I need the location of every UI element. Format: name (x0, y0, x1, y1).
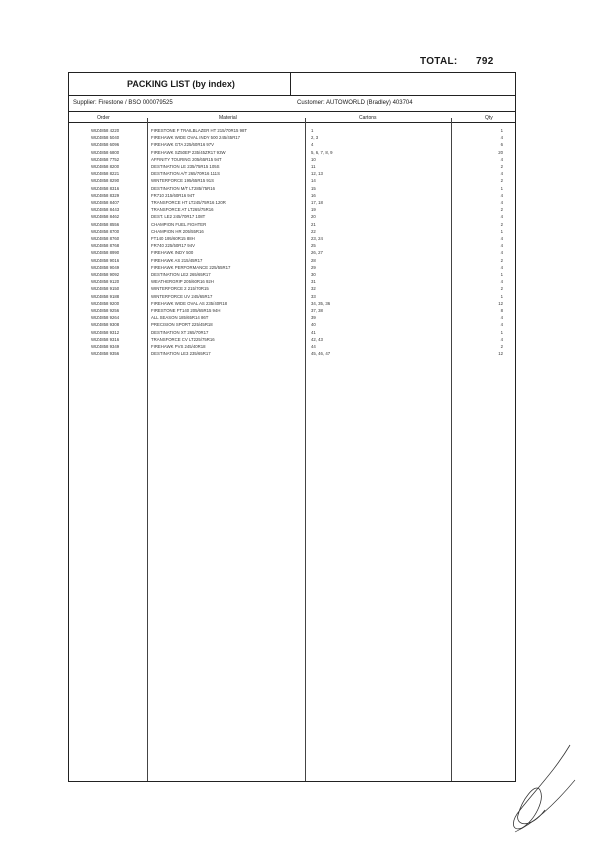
material-cell: FT140 195/60R15 88H (151, 236, 195, 241)
table-row (69, 228, 515, 235)
table-row (69, 278, 515, 285)
order-cell: WIZ4858 9200 (91, 300, 120, 306)
qty-cell: 12 (498, 300, 503, 306)
material-cell: DESTINATION XT 265/70R17 (151, 329, 209, 335)
qty-cell: 8 (500, 308, 503, 313)
total-summary (420, 56, 494, 67)
table-row (69, 170, 515, 177)
table-row (69, 321, 515, 328)
table-row (69, 257, 515, 264)
table-row (69, 293, 515, 300)
qty-cell: 4 (500, 200, 503, 205)
material-cell: FIREHAWK PVS 245/40R18 (151, 344, 206, 349)
material-cell: WINTERFORCE 2 215/70R15 (151, 286, 209, 292)
order-cell: WIZ4858 9316 (91, 336, 120, 342)
qty-cell: 4 (500, 156, 503, 162)
qty-cell: 12 (498, 351, 503, 357)
qty-cell: 4 (500, 135, 503, 141)
order-cell: WIZ4858 8760 (91, 236, 120, 241)
cartons-cell: 31 (311, 279, 316, 285)
order-cell: WIZ4858 8768 (91, 243, 120, 249)
qty-cell: 4 (500, 192, 503, 198)
order-cell: WIZ4858 9016 (91, 257, 120, 263)
qty-cell: 2 (500, 178, 503, 184)
total-label: TOTAL: (420, 56, 458, 67)
qty-cell: 2 (500, 207, 503, 213)
cartons-cell: 28 (311, 257, 316, 263)
material-cell: WEATHERGRIP 205/60R16 92H (151, 279, 214, 285)
table-row (69, 329, 515, 336)
cartons-cell: 26, 27 (311, 250, 323, 256)
cartons-cell: 37, 38 (311, 308, 323, 313)
material-cell: TRANSFORCE AT LT265/75R16 (151, 207, 214, 213)
material-cell: FIRESTONE FT140 205/65R15 94H (151, 308, 221, 313)
material-cell: WINTERFORCE UV 245/65R17 (151, 293, 213, 299)
page-title: PACKING LIST (by index) (127, 79, 235, 89)
table-row (69, 300, 515, 307)
qty-cell: 4 (500, 279, 503, 285)
table-row (69, 221, 515, 228)
qty-cell: 1 (500, 272, 503, 277)
qty-cell: 4 (500, 236, 503, 241)
order-cell: WIZ4858 8462 (91, 214, 120, 220)
column-header-material: Material (219, 115, 237, 121)
signature (500, 740, 580, 840)
table-row (69, 163, 515, 170)
qty-cell: 6 (500, 142, 503, 148)
material-cell: DESTINATION LE 235/75R15 105S (151, 164, 220, 169)
column-header-qty: Qty (485, 115, 493, 121)
order-cell: WIZ4858 9312 (91, 329, 120, 335)
cartons-cell: 42, 43 (311, 336, 323, 342)
table-row (69, 264, 515, 271)
table-row (69, 285, 515, 292)
cartons-cell: 15 (311, 185, 316, 191)
table-row (69, 242, 515, 249)
qty-cell: 2 (500, 286, 503, 292)
material-cell: CHAMPION FUEL FIGHTER (151, 221, 207, 227)
qty-cell: 4 (500, 322, 503, 328)
order-cell: WIZ4858 7752 (91, 156, 120, 162)
cartons-cell: 30 (311, 272, 316, 277)
order-cell: WIZ4858 8329 (91, 192, 120, 198)
table-row (69, 149, 515, 156)
table-row (69, 343, 515, 350)
order-cell: WIZ4858 9092 (91, 272, 120, 277)
packing-list-table (68, 72, 516, 782)
table-row (69, 156, 515, 163)
qty-cell: 20 (498, 149, 503, 155)
qty-cell: 1 (500, 228, 503, 234)
table-row (69, 307, 515, 314)
table-row (69, 141, 515, 148)
order-cell: WIZ4858 4220 (91, 128, 120, 133)
cartons-cell: 41 (311, 329, 316, 335)
qty-cell: 1 (500, 329, 503, 335)
material-cell: FIREHAWK PERFORMANCE 225/55R17 (151, 264, 231, 270)
table-row (69, 192, 515, 199)
cartons-cell: 32 (311, 286, 316, 292)
material-cell: DESTINATION LE2 265/65R17 (151, 272, 211, 277)
table-row (69, 249, 515, 256)
cartons-cell: 23, 24 (311, 236, 323, 241)
qty-cell: 1 (500, 185, 503, 191)
order-cell: WIZ4858 9356 (91, 351, 120, 357)
supplier-info: Supplier: Firestone / BSO 000079525 (73, 100, 173, 106)
qty-cell: 2 (500, 164, 503, 169)
cartons-cell: 34, 35, 36 (311, 300, 331, 306)
total-value: 792 (476, 56, 494, 67)
material-cell: TRANSFORCE CV LT225/75R16 (151, 336, 215, 342)
qty-cell: 4 (500, 336, 503, 342)
material-cell: FIREHAWK SZ50EP 235/45ZR17 93W (151, 149, 226, 155)
order-cell: WIZ4858 8443 (91, 207, 120, 213)
qty-cell: 4 (500, 214, 503, 220)
order-cell: WIZ4858 6800 (91, 149, 120, 155)
cartons-cell: 29 (311, 264, 316, 270)
qty-cell: 4 (500, 171, 503, 177)
order-cell: WIZ4858 9049 (91, 264, 120, 270)
material-cell: DESTINATION LE3 235/65R17 (151, 351, 211, 357)
qty-cell: 2 (500, 257, 503, 263)
material-cell: FR710 215/60R16 94T (151, 192, 195, 198)
title-bar (69, 73, 515, 96)
order-cell: WIZ4858 9150 (91, 286, 120, 292)
table-row (69, 199, 515, 206)
cartons-cell: 1 (311, 128, 314, 133)
order-cell: WIZ4858 8200 (91, 164, 120, 169)
cartons-cell: 14 (311, 178, 316, 184)
cartons-cell: 19 (311, 207, 316, 213)
table-row (69, 185, 515, 192)
qty-cell: 4 (500, 250, 503, 256)
material-cell: CHAMPION HR 205/55R16 (151, 228, 204, 234)
qty-cell: 4 (500, 243, 503, 249)
cartons-cell: 10 (311, 156, 316, 162)
table-row (69, 235, 515, 242)
customer-info: Customer: AUTOWORLD (Bradley) 403704 (297, 100, 413, 106)
table-row (69, 127, 515, 134)
cartons-cell: 20 (311, 214, 316, 220)
material-cell: TRANSFORCE HT LT245/75R16 120R (151, 200, 226, 205)
cartons-cell: 17, 18 (311, 200, 323, 205)
cartons-cell: 2, 3 (311, 135, 319, 141)
qty-cell: 1 (500, 128, 503, 133)
cartons-cell: 33 (311, 293, 316, 299)
cartons-cell: 21 (311, 221, 316, 227)
table-row (69, 314, 515, 321)
cartons-cell: 39 (311, 315, 316, 321)
table-row (69, 134, 515, 141)
order-cell: WIZ4858 8221 (91, 171, 120, 177)
material-cell: FIRESTONE F TRAILBLAZER HT 215/70R15 98T (151, 128, 247, 133)
cartons-cell: 11 (311, 164, 316, 169)
order-cell: WIZ4858 9308 (91, 322, 120, 328)
qty-cell: 2 (500, 221, 503, 227)
order-cell: WIZ4858 9188 (91, 293, 120, 299)
order-cell: WIZ4858 5040 (91, 135, 120, 141)
cartons-cell: 12, 13 (311, 171, 323, 177)
order-cell: WIZ4858 8556 (91, 221, 120, 227)
cartons-cell: 25 (311, 243, 316, 249)
table-row (69, 213, 515, 220)
table-row (69, 336, 515, 343)
order-cell: WIZ4858 9120 (91, 279, 120, 285)
material-cell: WINTERFORCE 195/65R15 91S (151, 178, 215, 184)
material-cell: DEST. LE2 245/70R17 108T (151, 214, 206, 220)
material-cell: FIREHAWK WIDE OVAL INDY 500 245/45R17 (151, 135, 241, 141)
qty-cell: 1 (500, 293, 503, 299)
qty-cell: 2 (500, 344, 503, 349)
material-cell: FR740 225/50R17 94V (151, 243, 195, 249)
cartons-cell: 44 (311, 344, 316, 349)
order-cell: WIZ4858 8990 (91, 250, 120, 256)
order-cell: WIZ4858 9256 (91, 308, 120, 313)
order-cell: WIZ4858 8407 (91, 200, 120, 205)
cartons-cell: 16 (311, 192, 316, 198)
cartons-cell: 4 (311, 142, 314, 148)
material-cell: ALL SEASON 185/65R14 86T (151, 315, 209, 321)
material-cell: PRECISION SPORT 225/45R18 (151, 322, 213, 328)
order-cell: WIZ4858 9349 (91, 344, 120, 349)
material-cell: DESTINATION M/T LT285/75R16 (151, 185, 215, 191)
cartons-cell: 40 (311, 322, 316, 328)
table-row (69, 350, 515, 357)
cartons-cell: 45, 46, 47 (311, 351, 331, 357)
qty-cell: 4 (500, 264, 503, 270)
order-cell: WIZ4858 6096 (91, 142, 120, 148)
material-cell: FIREHAWK GTA 225/60R16 97V (151, 142, 215, 148)
column-header-cartons: Cartons (359, 115, 377, 121)
qty-cell: 4 (500, 315, 503, 321)
order-cell: WIZ4858 8316 (91, 185, 120, 191)
cartons-cell: 22 (311, 228, 316, 234)
material-cell: FIREHAWK INDY 500 (151, 250, 194, 256)
order-cell: WIZ4858 8700 (91, 228, 120, 234)
material-cell: AFFINITY TOURING 205/65R15 94T (151, 156, 222, 162)
material-cell: FIREHAWK AS 215/45R17 (151, 257, 203, 263)
cartons-cell: 5, 6, 7, 8, 9 (311, 149, 333, 155)
material-cell: DESTINATION A/T 265/70R16 111S (151, 171, 220, 177)
order-cell: WIZ4858 9264 (91, 315, 120, 321)
table-row (69, 206, 515, 213)
table-row (69, 177, 515, 184)
material-cell: FIREHAWK WIDE OVAL AS 235/40R18 (151, 300, 228, 306)
column-header-order: Order (97, 115, 110, 121)
table-row (69, 271, 515, 278)
order-cell: WIZ4858 8290 (91, 178, 120, 184)
